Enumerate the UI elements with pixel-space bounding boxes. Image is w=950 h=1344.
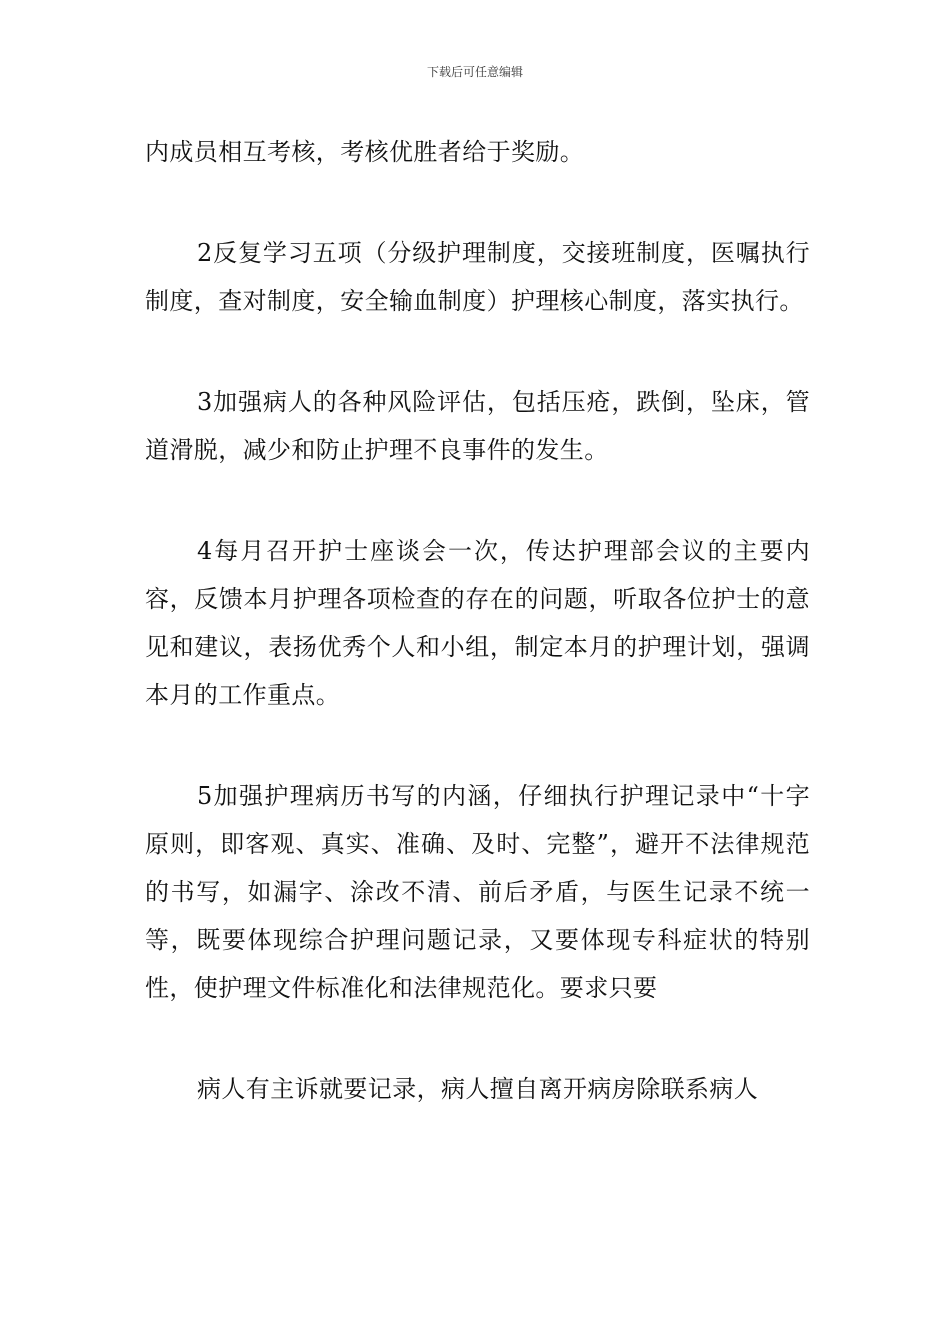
paragraph-1: 内成员相互考核，考核优胜者给于奖励。 (145, 138, 585, 166)
document-body (145, 128, 810, 1166)
paragraph-4: 4每月召开护士座谈会一次，传达护理部会议的主要内容，反馈本月护理各项检查的存在的问题，听取各位护士的意见和建议，表扬优秀个人和小组，制定本月的护理计划，强调本月的工作重点。 (145, 537, 810, 709)
paragraph-5: 5加强护理病历书写的内涵，仔细执行护理记录中“十字原则，即客观、真实、准确、及时、完整”，避开不法律规范的书写，如漏字、涂改不清、前后矛盾，与医生记录不统一等，既要体现综合护理问题记录，又要体现专科症状的特别性，使护理文件标准化和法律规范化。要求只要 (145, 782, 810, 1002)
paragraph-3: 3加强病人的各种风险评估，包括压疮，跌倒，坠床，管道滑脱，减少和防止护理不良事件的发生。 (145, 388, 810, 464)
paragraph-2: 2反复学习五项（分级护理制度，交接班制度，医嘱执行制度，查对制度，安全输血制度）护理核心制度，落实执行。 (145, 239, 810, 315)
header-note: 下载后可任意编辑 (426, 65, 523, 79)
paragraph-6: 病人有主诉就要记录，病人擅自离开病房除联系病人 (197, 1075, 759, 1103)
